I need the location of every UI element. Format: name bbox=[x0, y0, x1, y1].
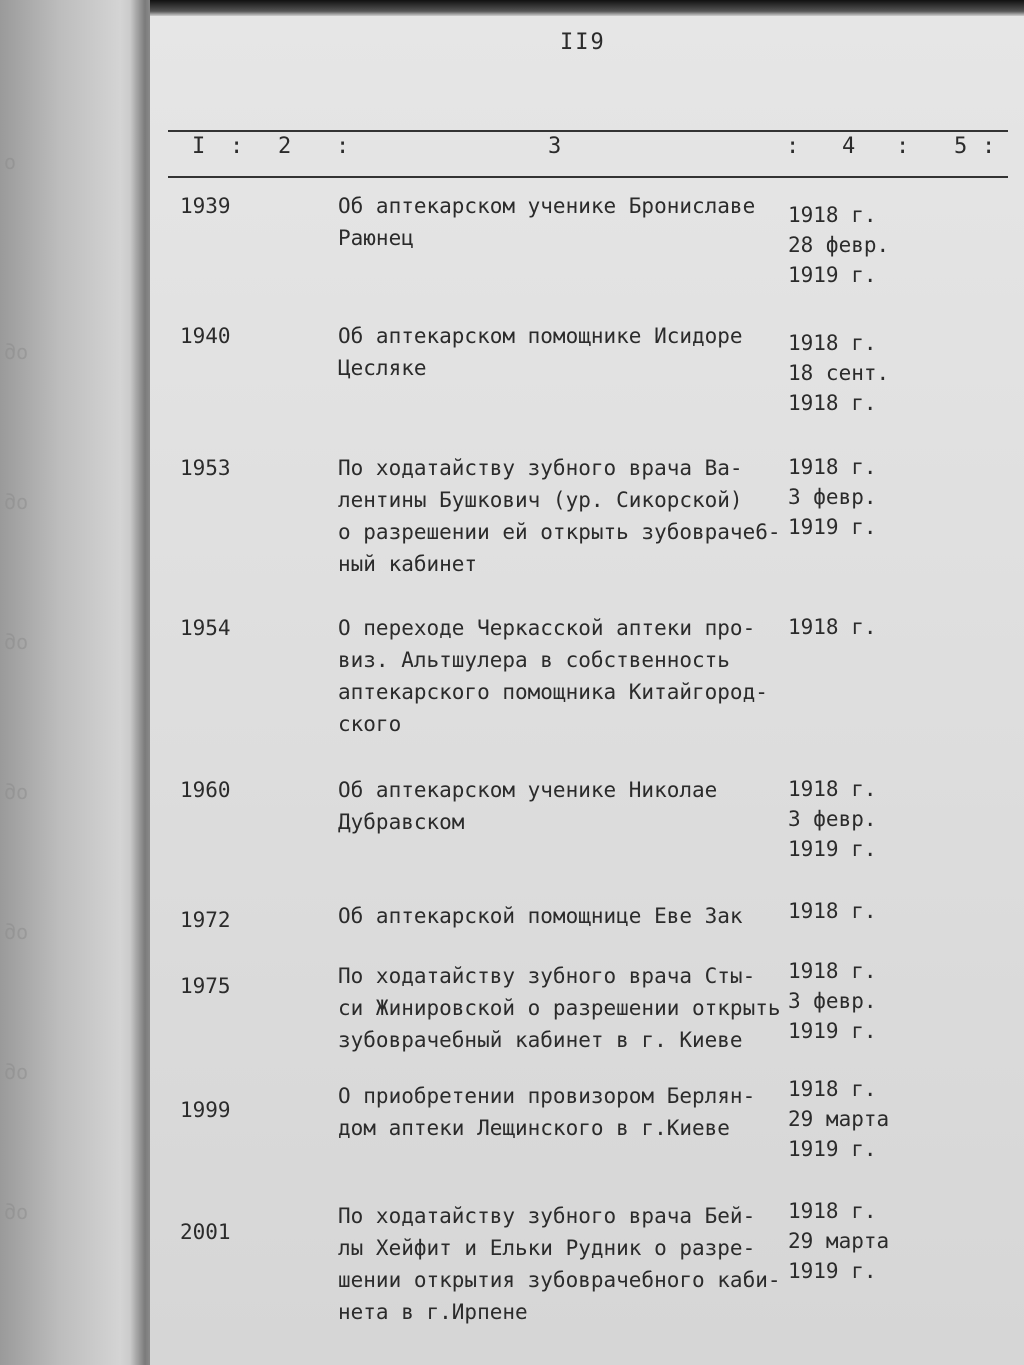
date-line: 1918 г. bbox=[788, 203, 877, 227]
case-dates bbox=[788, 896, 908, 926]
case-title bbox=[338, 1200, 798, 1328]
case-title-line: Об аптекарском ученике Николае bbox=[338, 778, 718, 802]
column-separator: : bbox=[336, 134, 350, 159]
date-line: 1918 г. bbox=[788, 615, 877, 639]
case-title bbox=[338, 1080, 798, 1144]
date-line: 1918 г. bbox=[788, 899, 877, 923]
date-line: 28 февр. bbox=[788, 233, 890, 257]
case-title bbox=[338, 320, 798, 384]
case-title-line: Об аптекарской помощнице Еве Зак bbox=[338, 904, 743, 928]
bleed-through-mark: об bbox=[4, 490, 29, 514]
case-title bbox=[338, 452, 798, 580]
date-line: 1919 г. bbox=[788, 263, 877, 287]
column-header: 5 bbox=[954, 134, 968, 159]
case-dates bbox=[788, 612, 908, 642]
date-line: 1918 г. bbox=[788, 1199, 877, 1223]
case-number: 1940 bbox=[180, 324, 231, 348]
date-line: 1918 г. bbox=[788, 455, 877, 479]
case-title bbox=[338, 190, 798, 254]
date-line: 1918 г. bbox=[788, 1077, 877, 1101]
date-line: 1918 г. bbox=[788, 959, 877, 983]
case-title-line: Об аптекарском ученике Брониславе bbox=[338, 194, 756, 218]
case-title-line: лентины Бушкович (ур. Сикорской) bbox=[338, 488, 743, 512]
column-separator: : bbox=[896, 134, 910, 159]
case-title-line: дом аптеки Лещинского в г.Киеве bbox=[338, 1116, 730, 1140]
case-title bbox=[338, 612, 798, 740]
document-page bbox=[150, 0, 1024, 1365]
page-top-edge bbox=[150, 0, 1024, 16]
case-number: 1975 bbox=[180, 974, 231, 998]
column-separator: : bbox=[786, 134, 800, 159]
case-title-line: аптекарского помощника Китайгород- bbox=[338, 680, 768, 704]
date-line: 1919 г. bbox=[788, 1259, 877, 1283]
column-separator: : bbox=[982, 134, 996, 159]
case-dates bbox=[788, 328, 908, 418]
date-line: 1918 г. bbox=[788, 391, 877, 415]
date-line: 1919 г. bbox=[788, 1019, 877, 1043]
case-number: 2001 bbox=[180, 1220, 231, 1244]
case-number: 1972 bbox=[180, 908, 231, 932]
case-title-line: По ходатайству зубного врача Сты- bbox=[338, 964, 756, 988]
bleed-through-mark: об bbox=[4, 630, 29, 654]
case-title-line: лы Хейфит и Ельки Рудник о разре- bbox=[338, 1236, 756, 1260]
case-dates bbox=[788, 1196, 908, 1286]
column-header: 4 bbox=[842, 134, 856, 159]
case-number: 1999 bbox=[180, 1098, 231, 1122]
case-dates bbox=[788, 774, 908, 864]
case-title-line: шении открытия зубоврачебного каби- bbox=[338, 1268, 781, 1292]
date-line: 1918 г. bbox=[788, 331, 877, 355]
case-title-line: Раюнец bbox=[338, 226, 414, 250]
date-line: 1919 г. bbox=[788, 837, 877, 861]
case-number: 1960 bbox=[180, 778, 231, 802]
case-title-line: о разрешении ей открыть зубовраче6- bbox=[338, 520, 781, 544]
case-title-line: си Жинировской о разрешении открыть bbox=[338, 996, 781, 1020]
case-title-line: нета в г.Ирпене bbox=[338, 1300, 528, 1324]
page-number: II9 bbox=[560, 30, 606, 55]
case-dates bbox=[788, 452, 908, 542]
column-header: 2 bbox=[278, 134, 292, 159]
case-title-line: О переходе Черкасской аптеки про- bbox=[338, 616, 756, 640]
case-number: 1939 bbox=[180, 194, 231, 218]
case-title-line: Дубравском bbox=[338, 810, 465, 834]
header-rule-bottom bbox=[168, 176, 1008, 178]
case-dates bbox=[788, 200, 908, 290]
column-header: I bbox=[192, 134, 206, 159]
case-number: 1954 bbox=[180, 616, 231, 640]
case-title-line: Цесляке bbox=[338, 356, 427, 380]
case-title-line: зубоврачебный кабинет в г. Киеве bbox=[338, 1028, 743, 1052]
case-title-line: ный кабинет bbox=[338, 552, 478, 576]
date-line: 29 марта bbox=[788, 1107, 890, 1131]
column-separator: : bbox=[230, 134, 244, 159]
bleed-through-mark: об bbox=[4, 340, 29, 364]
facing-page bbox=[0, 0, 150, 1365]
bleed-through-mark: об bbox=[4, 1060, 29, 1084]
case-title bbox=[338, 960, 798, 1056]
date-line: 1919 г. bbox=[788, 515, 877, 539]
date-line: 29 марта bbox=[788, 1229, 890, 1253]
date-line: 18 сент. bbox=[788, 361, 890, 385]
case-title bbox=[338, 774, 798, 838]
case-title-line: Об аптекарском помощнике Исидоре bbox=[338, 324, 743, 348]
case-dates bbox=[788, 1074, 908, 1164]
case-title-line: По ходатайству зубного врача Ва- bbox=[338, 456, 743, 480]
case-title-line: виз. Альтшулера в собственность bbox=[338, 648, 730, 672]
date-line: 3 февр. bbox=[788, 807, 877, 831]
bleed-through-mark: об bbox=[4, 920, 29, 944]
date-line: 1919 г. bbox=[788, 1137, 877, 1161]
date-line: 3 февр. bbox=[788, 485, 877, 509]
bleed-through-mark: о bbox=[4, 150, 17, 174]
case-title-line: По ходатайству зубного врача Бей- bbox=[338, 1204, 756, 1228]
column-header: 3 bbox=[548, 134, 562, 159]
header-rule-top bbox=[168, 130, 1008, 132]
case-title-line: О приобретении провизором Берлян- bbox=[338, 1084, 756, 1108]
date-line: 1918 г. bbox=[788, 777, 877, 801]
case-dates bbox=[788, 956, 908, 1046]
case-number: 1953 bbox=[180, 456, 231, 480]
case-title-line: ского bbox=[338, 712, 402, 736]
case-title bbox=[338, 900, 798, 932]
bleed-through-mark: об bbox=[4, 780, 29, 804]
date-line: 3 февр. bbox=[788, 989, 877, 1013]
bleed-through-mark: об bbox=[4, 1200, 29, 1224]
